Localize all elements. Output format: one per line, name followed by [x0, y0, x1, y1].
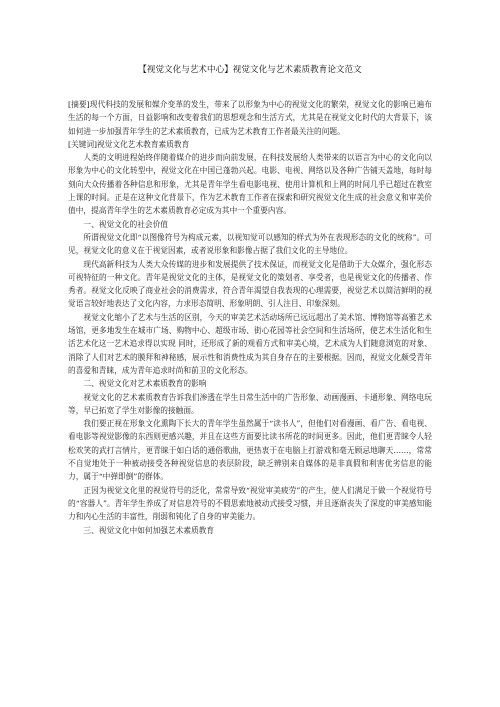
- section-heading-2: 二、视觉文化对艺术素质教育的影响: [83, 379, 207, 389]
- intro-paragraph: 人类的文明进程始终伴随着媒介的进步而向前发展，在科技发展给人类带来的以语言为中心的文化向以形象为中心的文化转型中，视觉文化在中国已蓬勃兴起。电影、电视、网络以及各种广告铺天盖地，每时每刻向大众传播着各种信息和形象，尤其是青年学生看电影电视、使用计算机和上网的时间几乎已超过在教室上课的时间。正是在这种文化背景下，作为艺术教育工作者在探索和研究视觉文化生成的社会意义和审美价值中，提高青年学生的艺术素质教育必定成为其中一个重要内容。: [68, 153, 432, 216]
- section1-paragraph-2: 现代高新科技为人类大众传媒的进步和发展提供了技术保证，而视觉文化是借助于大众媒介，强化形态可视特征的一种文化。青年是视觉文化的主体，是视觉文化的策划者、享受者，也是视觉文化的传播者、作秀者。视觉文化反映了商业社会的消费需求，符合青年渴望自我表现的心理需要，视觉艺术以简洁鲜明的视觉语言较好地表达了文化内容，力求形态简明、形象明朗、引人注目、印象深刻。: [68, 259, 432, 309]
- section2-paragraph-1: 视觉文化的艺术素质教育告诉我们渗透在学生日常生活中的广告形象、动画漫画、卡通形象、网络电玩等，早已拓宽了学生对影像的接触面。: [68, 392, 432, 415]
- section-heading-3: 三、视觉文化中如何加强艺术素质教育: [83, 525, 215, 535]
- section2-paragraph-2: 我们要正视在形象文化熏陶下长大的青年学生虽然属于“读书人”，但他们对看漫画、看广告、看电视、看电影等视觉影像的东西则更感兴趣，并且在这些方面要比读书所花的时间更多。因此，他们更青睐令人轻松欢笑的武打言情片，更青睐于如白话的通俗歌曲，更热衷于在电脑上打游戏和毫无顾忌地聊天……，常常不自觉地处于一种被动接受各种视觉信息的表层阶段，缺乏辨别来自媒体的是非真假和利害优劣信息的能力，属于“中弹即倒”的群体。: [68, 419, 432, 482]
- section1-paragraph-3: 视觉文化缩小了艺术与生活的区别，今天的审美艺术活动场所已远远超出了美术馆、博物馆等高雅艺术场馆，更多地发生在城市广场、购物中心、超级市场、街心花园等社会空间和生活场所，使艺术生活化和生活艺术化这一艺术追求得以实现 同时，还形成了新的观看方式和审美心境，艺术成为人们随意浏览的对象、消除了人们对艺术的膜拜和神秘感，展示性和消费性成为其自身存在的主要根据。因而，视觉文化颇受青年的喜爱和青睐，成为青年追求时尚和前卫的文化形态。: [68, 312, 432, 375]
- document-page: [68, 64, 432, 537]
- section-heading-1: 一、视觉文化的社会价值: [83, 219, 168, 229]
- section1-paragraph-1: 所谓视觉文化即“以图像符号为构成元素，以视知觉可以感知的样式为外在表现形态的文化的统称”。可见，视觉文化的意义在于视觉因素，或者说形象和影像占据了我们文化的主导地位。: [68, 232, 432, 256]
- document-title: 【视觉文化与艺术中心】视觉文化与艺术素质教育论文范文: [138, 65, 362, 75]
- section2-paragraph-3: 正因为视觉文化里的视觉符号的泛化，常常导致“视觉审美疲劳”的产生，使人们满足于做一个视觉符号的“容器人”。青年学生养成了对信息符号的不假思索地被动式接受习惯，并且逐渐丧失了深度的审美感知能力和内心生活的丰富性，削弱和钝化了自身的审美能力。: [68, 485, 432, 522]
- keywords: [关键词]视觉文化艺术教育素质教育: [68, 139, 190, 149]
- abstract: [摘要]现代科技的发展和媒介变革的发生，带来了以形象为中心的视觉文化的繁荣，视觉文化的影响已遍布生活的每一个方面，日益影响和改变着我们的思想观念和生活方式，尤其是在视觉文化时代的大背景下，该如何进一步加强青年学生的艺术素质教育，已成为艺术教育工作者最关注的问题。: [68, 100, 432, 136]
